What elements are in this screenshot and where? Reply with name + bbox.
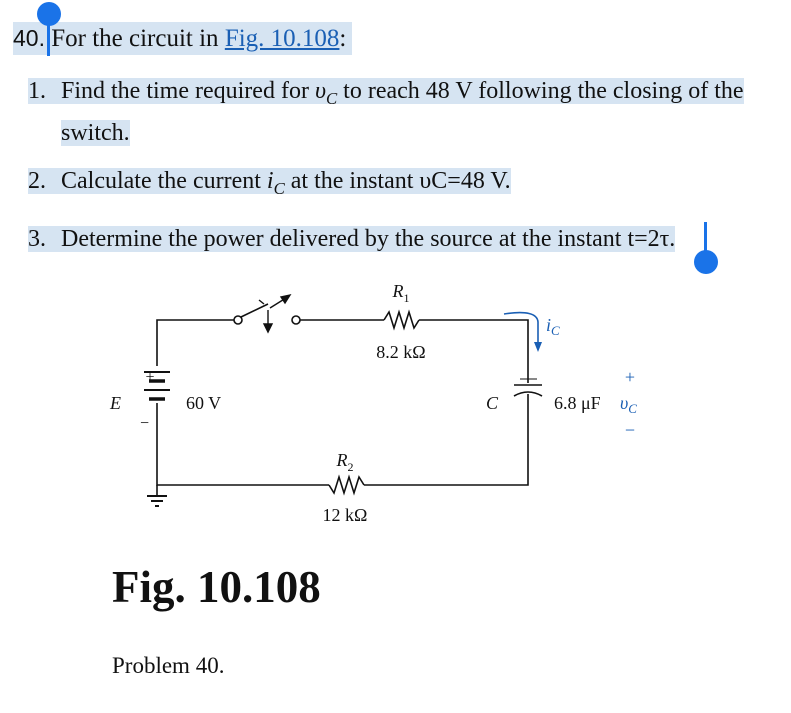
r1-label: R — [392, 281, 404, 301]
variable-ic: i — [266, 168, 274, 194]
source-plus: + — [145, 369, 155, 386]
source-label: E — [110, 393, 121, 413]
ground-icon — [147, 496, 167, 506]
selection-start-handle[interactable] — [37, 2, 61, 26]
item-text: switch. — [61, 119, 130, 146]
switch-terminal — [234, 316, 242, 324]
item-number: 1. — [28, 78, 46, 104]
question-item-1 — [28, 74, 778, 150]
item-number: 2. — [28, 168, 46, 194]
figure-title: Fig. 10.108 — [112, 562, 321, 612]
vc-subscript: C — [628, 401, 637, 416]
question-item-3 — [28, 222, 675, 256]
ic-label: i — [546, 315, 552, 335]
question-item-2 — [28, 164, 511, 206]
r2-label: R — [336, 450, 348, 470]
wire — [157, 320, 234, 360]
source-minus: − — [140, 415, 150, 432]
item-text: Determine the power delivered by the source at the instant t=2τ. — [61, 226, 676, 252]
item-text: at the instant υC=48 V. — [284, 168, 511, 194]
svg-text:R1 — [392, 281, 410, 305]
switch-arrow-icon — [259, 295, 290, 332]
wire — [419, 320, 528, 383]
heading-suffix: : — [339, 25, 347, 52]
switch-terminal — [292, 316, 300, 324]
item-number: 3. — [28, 226, 46, 252]
vc-label: υ — [620, 393, 629, 413]
selection-end-handle[interactable] — [694, 250, 718, 274]
capacitor-label: C — [486, 393, 499, 413]
variable-subscript: C — [325, 88, 338, 108]
item-text: to reach 48 V following the closing of the — [337, 78, 744, 104]
item-text: Find the time required for — [61, 78, 315, 104]
resistor-r1 — [384, 312, 419, 328]
resistor-r2 — [329, 477, 364, 493]
figure-link[interactable]: Fig. 10.108 — [224, 25, 340, 52]
heading-prefix: For the circuit in — [51, 25, 225, 52]
item-text: Calculate the current — [61, 168, 267, 194]
source-value: 60 V — [186, 393, 222, 413]
current-arrow-icon — [504, 313, 542, 352]
svg-text:R2 — [336, 450, 354, 474]
ic-subscript: C — [551, 323, 560, 338]
vc-plus: + — [624, 367, 636, 387]
svg-text:υC — [620, 393, 637, 416]
r1-subscript: 1 — [403, 291, 410, 305]
wire — [364, 394, 528, 485]
problem-heading — [13, 22, 352, 55]
switch-blade — [241, 304, 268, 317]
wire — [157, 415, 329, 485]
r2-subscript: 2 — [347, 460, 354, 474]
circuit-diagram — [100, 268, 660, 538]
variable-vc: υ — [314, 78, 326, 104]
vc-minus: − — [624, 420, 636, 440]
variable-subscript: C — [273, 178, 285, 198]
figure-caption: Problem 40. — [112, 653, 225, 678]
r1-value: 8.2 kΩ — [376, 342, 426, 362]
problem-number: 40. — [13, 25, 45, 51]
r2-value: 12 kΩ — [322, 505, 368, 525]
svg-text:iC — [546, 315, 560, 338]
capacitor-value: 6.8 μF — [554, 393, 601, 413]
